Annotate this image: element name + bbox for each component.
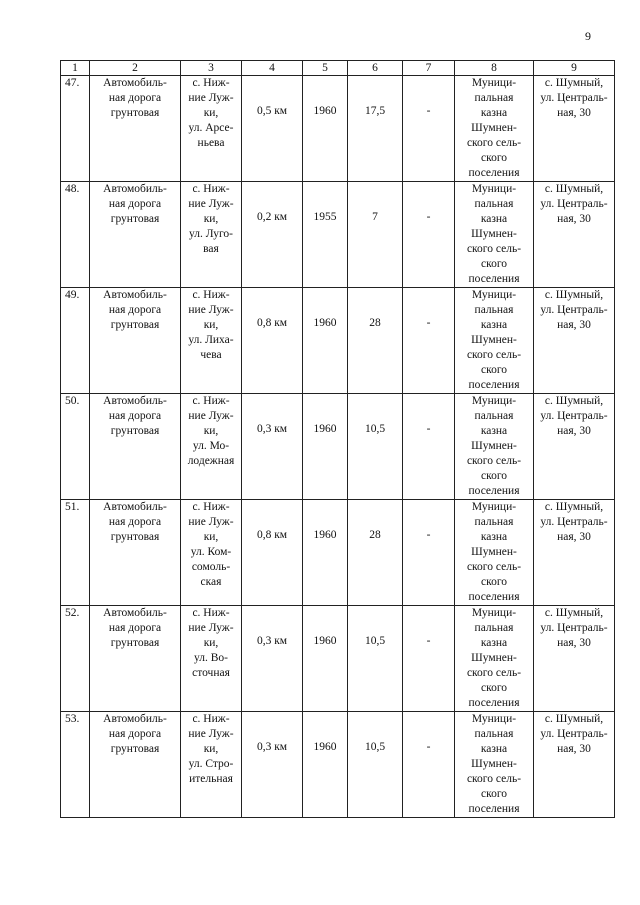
table-row — [61, 606, 615, 712]
object-value: 10,5 — [348, 394, 403, 500]
object-length: 0,5 км — [242, 76, 303, 182]
object-owner: Муници- пальная казна Шумнен- ского сель- ского поселения — [455, 394, 534, 500]
object-year: 1960 — [303, 288, 348, 394]
object-name: Автомобиль- ная дорога грунтовая — [90, 606, 181, 712]
row-number: 53. — [61, 712, 90, 818]
object-col7: - — [403, 182, 455, 288]
object-owner: Муници- пальная казна Шумнен- ского сель- ского поселения — [455, 288, 534, 394]
object-address: с. Ниж- ние Луж- ки, ул. Луго- вая — [181, 182, 242, 288]
object-name: Автомобиль- ная дорога грунтовая — [90, 182, 181, 288]
object-name: Автомобиль- ная дорога грунтовая — [90, 712, 181, 818]
column-header: 7 — [403, 61, 455, 76]
column-header: 5 — [303, 61, 348, 76]
object-length: 0,3 км — [242, 394, 303, 500]
row-number: 48. — [61, 182, 90, 288]
object-year: 1960 — [303, 76, 348, 182]
object-col7: - — [403, 500, 455, 606]
column-header: 1 — [61, 61, 90, 76]
object-length: 0,8 км — [242, 288, 303, 394]
row-number: 50. — [61, 394, 90, 500]
table-row — [61, 394, 615, 500]
object-address: с. Ниж- ние Луж- ки, ул. Лиха- чева — [181, 288, 242, 394]
table-row — [61, 76, 615, 182]
object-owner: Муници- пальная казна Шумнен- ского сель- ского поселения — [455, 76, 534, 182]
object-col7: - — [403, 288, 455, 394]
object-value: 17,5 — [348, 76, 403, 182]
object-location: с. Шумный, ул. Централь- ная, 30 — [534, 606, 615, 712]
object-col7: - — [403, 712, 455, 818]
row-number: 47. — [61, 76, 90, 182]
object-location: с. Шумный, ул. Централь- ная, 30 — [534, 394, 615, 500]
column-header: 9 — [534, 61, 615, 76]
column-header: 2 — [90, 61, 181, 76]
column-header: 6 — [348, 61, 403, 76]
object-col7: - — [403, 394, 455, 500]
object-owner: Муници- пальная казна Шумнен- ского сель- ского поселения — [455, 606, 534, 712]
object-address: с. Ниж- ние Луж- ки, ул. Мо- лодежная — [181, 394, 242, 500]
object-address: с. Ниж- ние Луж- ки, ул. Стро- ительная — [181, 712, 242, 818]
object-year: 1960 — [303, 500, 348, 606]
object-value: 28 — [348, 288, 403, 394]
object-col7: - — [403, 606, 455, 712]
object-location: с. Шумный, ул. Централь- ная, 30 — [534, 76, 615, 182]
object-value: 7 — [348, 182, 403, 288]
object-length: 0,2 км — [242, 182, 303, 288]
object-name: Автомобиль- ная дорога грунтовая — [90, 76, 181, 182]
object-location: с. Шумный, ул. Централь- ная, 30 — [534, 182, 615, 288]
row-number: 51. — [61, 500, 90, 606]
object-location: с. Шумный, ул. Централь- ная, 30 — [534, 712, 615, 818]
object-year: 1960 — [303, 712, 348, 818]
table-row — [61, 182, 615, 288]
object-owner: Муници- пальная казна Шумнен- ского сель- ского поселения — [455, 500, 534, 606]
object-year: 1955 — [303, 182, 348, 288]
property-registry-table — [60, 60, 615, 818]
object-length: 0,3 км — [242, 606, 303, 712]
page-number: 9 — [585, 29, 591, 43]
object-location: с. Шумный, ул. Централь- ная, 30 — [534, 500, 615, 606]
object-length: 0,8 км — [242, 500, 303, 606]
object-year: 1960 — [303, 394, 348, 500]
object-value: 28 — [348, 500, 403, 606]
object-length: 0,3 км — [242, 712, 303, 818]
object-name: Автомобиль- ная дорога грунтовая — [90, 394, 181, 500]
table-row — [61, 288, 615, 394]
object-name: Автомобиль- ная дорога грунтовая — [90, 500, 181, 606]
column-header: 3 — [181, 61, 242, 76]
column-header: 8 — [455, 61, 534, 76]
row-number: 49. — [61, 288, 90, 394]
row-number: 52. — [61, 606, 90, 712]
table-row — [61, 500, 615, 606]
object-address: с. Ниж- ние Луж- ки, ул. Арсе- ньева — [181, 76, 242, 182]
table-header-row — [61, 61, 615, 76]
object-value: 10,5 — [348, 606, 403, 712]
object-location: с. Шумный, ул. Централь- ная, 30 — [534, 288, 615, 394]
object-owner: Муници- пальная казна Шумнен- ского сель- ского поселения — [455, 712, 534, 818]
object-year: 1960 — [303, 606, 348, 712]
object-value: 10,5 — [348, 712, 403, 818]
object-owner: Муници- пальная казна Шумнен- ского сель- ского поселения — [455, 182, 534, 288]
column-header: 4 — [242, 61, 303, 76]
object-address: с. Ниж- ние Луж- ки, ул. Во- сточная — [181, 606, 242, 712]
object-name: Автомобиль- ная дорога грунтовая — [90, 288, 181, 394]
object-address: с. Ниж- ние Луж- ки, ул. Ком- сомоль- ская — [181, 500, 242, 606]
object-col7: - — [403, 76, 455, 182]
table-row — [61, 712, 615, 818]
